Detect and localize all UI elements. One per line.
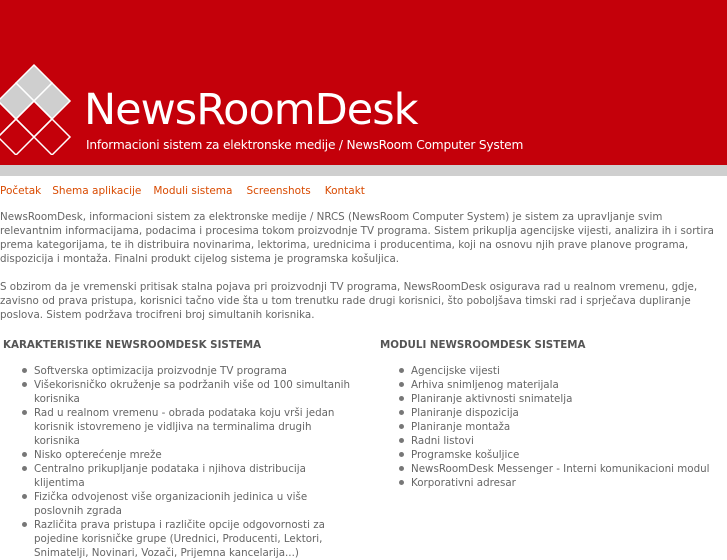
bullet-icon (22, 410, 27, 415)
bullet-icon (399, 382, 404, 387)
modules-list (380, 364, 727, 490)
list-item-text: Radni listovi (411, 435, 474, 447)
bullet-icon (22, 466, 27, 471)
main-nav (0, 183, 365, 199)
list-item (3, 364, 355, 378)
bullet-icon (399, 396, 404, 401)
nav-link-shema-aplikacije[interactable]: Shema aplikacije (52, 185, 142, 197)
list-item (3, 378, 355, 406)
list-item (380, 434, 727, 448)
list-item-text: Agencijske vijesti (411, 365, 500, 377)
list-item-text: Rad u realnom vremenu - obrada podataka koju vrši jedan korisnik istovremeno je vidljiva na terminalima drugih korisnika (34, 407, 335, 447)
site-title: NewsRoomDesk (84, 85, 418, 135)
header-divider (0, 165, 727, 176)
bullet-icon (399, 480, 404, 485)
list-item (380, 448, 727, 462)
diamond-grid-logo-icon (0, 63, 72, 155)
list-item (3, 448, 355, 462)
list-item-text: Nisko opterećenje mreže (34, 449, 162, 461)
bullet-icon (22, 382, 27, 387)
list-item-text: Planiranje montaža (411, 421, 511, 433)
list-item (380, 476, 727, 490)
features-heading: KARAKTERISTIKE NEWSROOMDESK SISTEMA (3, 339, 262, 351)
header-banner (0, 0, 727, 165)
modules-heading: MODULI NEWSROOMDESK SISTEMA (380, 339, 586, 351)
modules-section (380, 337, 727, 490)
intro-paragraph-2: S obzirom da je vremenski pritisak stalna pojava pri proizvodnji TV programa, NewsRoomDesk osigurava rad u realnom vremenu, gdje, zavisno od prava pristupa, korisnici tačno vide šta u tom trenutku rade drugi korisnici, što poboljšava timski rad i sprječava dupliranje poslova. Sistem podržava trocifreni broj simultanih korisnika. (0, 281, 698, 321)
list-item-text: Višekorisničko okruženje sa podržanih više od 100 simultanih korisnika (34, 379, 351, 405)
bullet-icon (399, 424, 404, 429)
list-item (3, 462, 355, 490)
features-section (3, 337, 355, 560)
bullet-icon (399, 452, 404, 457)
list-item (3, 518, 355, 560)
site-subtitle: Informacioni sistem za elektronske medije / NewsRoom Computer System (86, 138, 524, 152)
bullet-icon (399, 368, 404, 373)
bullet-icon (22, 522, 27, 527)
nav-link-moduli-sistema[interactable]: Moduli sistema (153, 185, 233, 197)
list-item (380, 406, 727, 420)
list-item-text: Različita prava pristupa i različite opcije odgovornosti za pojedine korisničke grupe (Urednici, Producenti, Lektori, Snimatelji, Novinari, Vozači, Prijemna kancelarija...) (34, 519, 325, 559)
list-item-text: Softverska optimizacija proizvodnje TV programa (34, 365, 287, 377)
list-item-text: Planiranje dispozicija (411, 407, 519, 419)
list-item (3, 406, 355, 448)
list-item (380, 364, 727, 378)
nav-link-kontakt[interactable]: Kontakt (324, 185, 365, 197)
list-item-text: NewsRoomDesk Messenger - Interni komunikacioni modul (411, 463, 710, 475)
list-item (380, 420, 727, 434)
list-item-text: Korporativni adresar (411, 477, 516, 489)
features-list (3, 364, 355, 560)
bullet-icon (22, 368, 27, 373)
nav-link-pocetak[interactable]: Početak (0, 185, 42, 197)
list-item (3, 490, 355, 518)
bullet-icon (399, 438, 404, 443)
intro-text (0, 210, 727, 336)
list-item-text: Fizička odvojenost više organizacionih jedinica u više poslovnih zgrada (34, 491, 308, 517)
list-item (380, 462, 727, 476)
bullet-icon (399, 410, 404, 415)
list-item-text: Planiranje aktivnosti snimatelja (411, 393, 573, 405)
list-item-text: Arhiva snimljenog materijala (411, 379, 559, 391)
list-item (380, 378, 727, 392)
bullet-icon (399, 466, 404, 471)
bullet-icon (22, 494, 27, 499)
intro-paragraph-1: NewsRoomDesk, informacioni sistem za elektronske medije / NRCS (NewsRoom Computer System) je sistem za upravljanje svim relevantnim informacijama, podacima i procesima tokom proizvodnje TV programa. Sistem prikuplja agencijske vijesti, analizira ih i sortira prema kategorijama, te ih distribuira novinarima, lektorima, urednicima i producentima, koji na osnovu njih prave planove programa, dispozicija i montaža. Finalni produkt cijelog sistema je programska košuljica. (0, 211, 714, 265)
list-item-text: Programske košuljice (411, 449, 520, 461)
nav-link-screenshots[interactable]: Screenshots (246, 185, 311, 197)
bullet-icon (22, 452, 27, 457)
list-item (380, 392, 727, 406)
list-item-text: Centralno prikupljanje podataka i njihova distribucija klijentima (34, 463, 306, 489)
